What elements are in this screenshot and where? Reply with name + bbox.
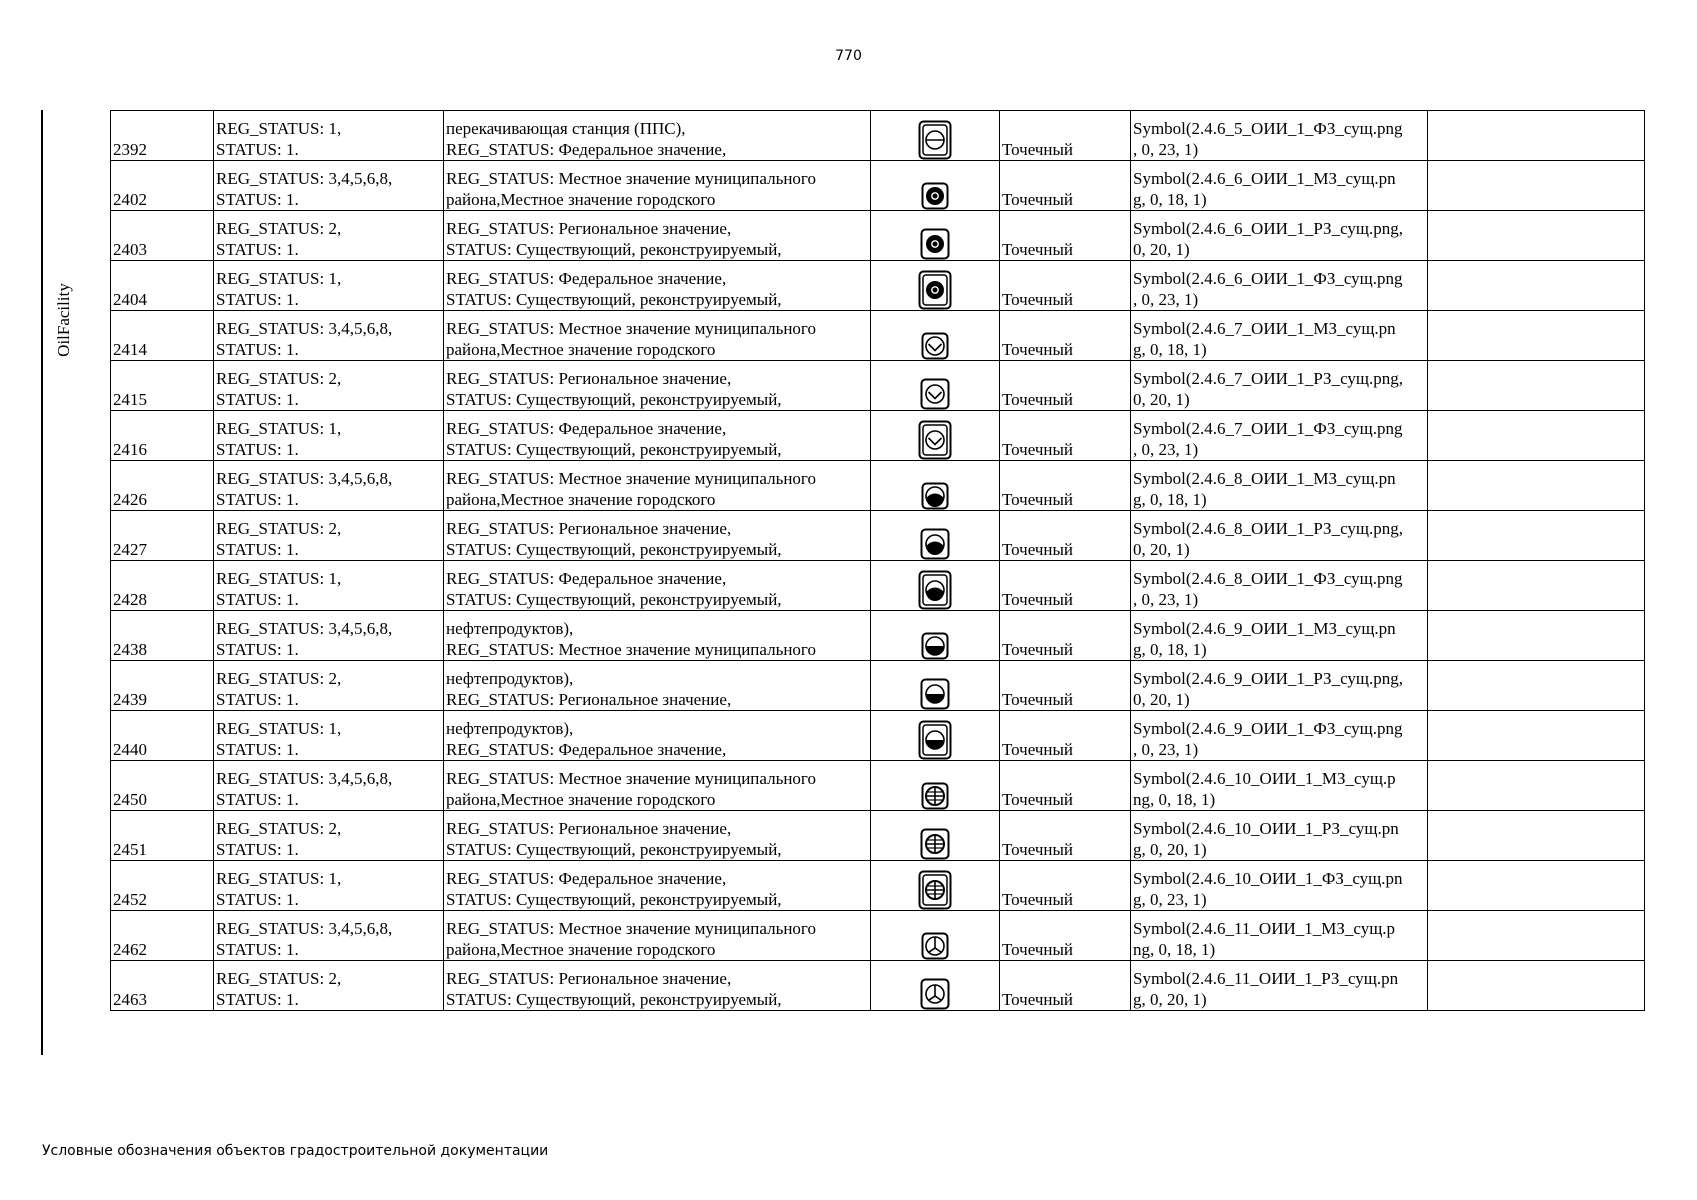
table-row xyxy=(111,811,1645,861)
description-line: REG_STATUS: Федеральное значение, xyxy=(446,140,727,159)
table-row xyxy=(111,711,1645,761)
filter-line: STATUS: 1. xyxy=(216,990,299,1009)
filter-line: STATUS: 1. xyxy=(216,840,299,859)
empty-cell xyxy=(1428,311,1645,361)
symbol-preview-cell xyxy=(871,311,1000,361)
filter-line: STATUS: 1. xyxy=(216,190,299,209)
filter-cell xyxy=(214,561,444,611)
filter-line: REG_STATUS: 2, xyxy=(216,519,342,538)
row-id-cell: 2426 xyxy=(111,461,214,511)
dome-circle-icon xyxy=(920,528,950,560)
filter-line: STATUS: 1. xyxy=(216,590,299,609)
table-row xyxy=(111,211,1645,261)
half-disc-icon xyxy=(920,678,950,710)
row-id-cell: 2416 xyxy=(111,411,214,461)
table-row xyxy=(111,861,1645,911)
empty-cell xyxy=(1428,811,1645,861)
row-id-cell: 2402 xyxy=(111,161,214,211)
row-id-cell: 2452 xyxy=(111,861,214,911)
description-cell xyxy=(444,611,871,661)
empty-cell xyxy=(1428,661,1645,711)
table-row xyxy=(111,461,1645,511)
symbol-preview-cell xyxy=(871,761,1000,811)
table-row xyxy=(111,961,1645,1011)
symbol-spec-line: , 0, 23, 1) xyxy=(1133,440,1199,459)
geometry-type-cell: Точечный xyxy=(1000,661,1131,711)
description-line: района,Местное значение городского xyxy=(446,490,716,509)
filter-line: STATUS: 1. xyxy=(216,790,299,809)
symbol-spec-cell xyxy=(1131,961,1428,1011)
filter-cell xyxy=(214,111,444,161)
geometry-type-cell: Точечный xyxy=(1000,211,1131,261)
symbol-preview-cell xyxy=(871,861,1000,911)
symbol-spec-line: ng, 0, 18, 1) xyxy=(1133,790,1216,809)
description-cell xyxy=(444,761,871,811)
filter-line: REG_STATUS: 2, xyxy=(216,669,342,688)
symbol-preview-cell xyxy=(871,661,1000,711)
description-line: STATUS: Существующий, реконструируемый, xyxy=(446,590,782,609)
peace-circle-icon xyxy=(921,932,949,960)
row-id-cell: 2392 xyxy=(111,111,214,161)
section-divider xyxy=(41,110,43,1055)
filter-line: STATUS: 1. xyxy=(216,540,299,559)
row-id-cell: 2463 xyxy=(111,961,214,1011)
geometry-type-cell: Точечный xyxy=(1000,611,1131,661)
geometry-type-cell: Точечный xyxy=(1000,461,1131,511)
filter-cell xyxy=(214,211,444,261)
symbol-spec-cell xyxy=(1131,761,1428,811)
footer-caption: Условные обозначения объектов градостроительной документации xyxy=(42,1143,549,1159)
symbol-spec-line: Symbol(2.4.6_8_ОИИ_1_МЗ_сущ.pn xyxy=(1133,469,1396,488)
description-cell xyxy=(444,361,871,411)
symbol-spec-cell xyxy=(1131,511,1428,561)
symbol-preview-cell xyxy=(871,911,1000,961)
description-cell xyxy=(444,461,871,511)
empty-cell xyxy=(1428,411,1645,461)
symbol-spec-line: Symbol(2.4.6_9_ОИИ_1_РЗ_сущ.png, xyxy=(1133,669,1403,688)
symbol-spec-line: Symbol(2.4.6_10_ОИИ_1_ФЗ_сущ.pn xyxy=(1133,869,1403,888)
symbol-spec-line: Symbol(2.4.6_6_ОИИ_1_ФЗ_сущ.png xyxy=(1133,269,1403,288)
symbol-spec-line: Symbol(2.4.6_6_ОИИ_1_РЗ_сущ.png, xyxy=(1133,219,1403,238)
table-row xyxy=(111,311,1645,361)
symbol-spec-line: g, 0, 20, 1) xyxy=(1133,840,1207,859)
geometry-type-cell: Точечный xyxy=(1000,411,1131,461)
table-row xyxy=(111,161,1645,211)
geometry-type-cell: Точечный xyxy=(1000,311,1131,361)
row-id-cell: 2427 xyxy=(111,511,214,561)
filter-line: REG_STATUS: 3,4,5,6,8, xyxy=(216,469,393,488)
empty-cell xyxy=(1428,711,1645,761)
peace-circle-icon xyxy=(920,978,950,1010)
filter-line: REG_STATUS: 3,4,5,6,8, xyxy=(216,319,393,338)
description-line: REG_STATUS: Федеральное значение, xyxy=(446,419,727,438)
half-disc-icon xyxy=(918,720,952,760)
row-id-cell: 2440 xyxy=(111,711,214,761)
symbol-spec-line: , 0, 23, 1) xyxy=(1133,290,1199,309)
grid-circle-icon xyxy=(921,782,949,810)
dome-circle-icon xyxy=(918,570,952,610)
symbol-spec-cell xyxy=(1131,611,1428,661)
grid-circle-icon xyxy=(918,870,952,910)
description-line: STATUS: Существующий, реконструируемый, xyxy=(446,290,782,309)
description-cell xyxy=(444,311,871,361)
filter-cell xyxy=(214,661,444,711)
symbol-spec-line: Symbol(2.4.6_8_ОИИ_1_ФЗ_сущ.png xyxy=(1133,569,1403,588)
geometry-type-cell: Точечный xyxy=(1000,511,1131,561)
filter-line: STATUS: 1. xyxy=(216,340,299,359)
description-line: REG_STATUS: Местное значение муниципального xyxy=(446,319,816,338)
row-id-cell: 2404 xyxy=(111,261,214,311)
description-line: REG_STATUS: Региональное значение, xyxy=(446,690,732,709)
filter-line: REG_STATUS: 1, xyxy=(216,869,342,888)
row-id-cell: 2451 xyxy=(111,811,214,861)
geometry-type-cell: Точечный xyxy=(1000,711,1131,761)
empty-cell xyxy=(1428,761,1645,811)
description-line: REG_STATUS: Региональное значение, xyxy=(446,369,732,388)
symbol-spec-line: Symbol(2.4.6_9_ОИИ_1_ФЗ_сущ.png xyxy=(1133,719,1403,738)
description-cell xyxy=(444,261,871,311)
filter-cell xyxy=(214,811,444,861)
description-cell xyxy=(444,911,871,961)
description-cell xyxy=(444,961,871,1011)
geometry-type-cell: Точечный xyxy=(1000,161,1131,211)
empty-cell xyxy=(1428,461,1645,511)
symbol-spec-line: Symbol(2.4.6_11_ОИИ_1_МЗ_сущ.p xyxy=(1133,919,1396,938)
filter-cell xyxy=(214,511,444,561)
description-line: REG_STATUS: Федеральное значение, xyxy=(446,869,727,888)
row-id-cell: 2403 xyxy=(111,211,214,261)
filter-line: STATUS: 1. xyxy=(216,240,299,259)
symbol-spec-line: Symbol(2.4.6_10_ОИИ_1_МЗ_сущ.p xyxy=(1133,769,1396,788)
filter-line: REG_STATUS: 2, xyxy=(216,369,342,388)
filter-line: REG_STATUS: 2, xyxy=(216,969,342,988)
symbol-spec-line: Symbol(2.4.6_10_ОИИ_1_РЗ_сущ.pn xyxy=(1133,819,1399,838)
empty-cell xyxy=(1428,111,1645,161)
symbol-spec-line: Symbol(2.4.6_8_ОИИ_1_РЗ_сущ.png, xyxy=(1133,519,1403,538)
symbol-spec-line: g, 0, 20, 1) xyxy=(1133,990,1207,1009)
symbol-spec-line: 0, 20, 1) xyxy=(1133,690,1190,709)
symbol-table xyxy=(110,110,1645,1011)
symbol-preview-cell xyxy=(871,711,1000,761)
row-id-cell: 2439 xyxy=(111,661,214,711)
symbol-spec-line: g, 0, 18, 1) xyxy=(1133,490,1207,509)
geometry-type-cell: Точечный xyxy=(1000,911,1131,961)
description-cell xyxy=(444,811,871,861)
symbol-preview-cell xyxy=(871,611,1000,661)
empty-cell xyxy=(1428,361,1645,411)
description-line: района,Местное значение городского xyxy=(446,790,716,809)
geometry-type-cell: Точечный xyxy=(1000,111,1131,161)
description-line: REG_STATUS: Федеральное значение, xyxy=(446,269,727,288)
description-line: района,Местное значение городского xyxy=(446,190,716,209)
description-cell xyxy=(444,711,871,761)
half-disc-icon xyxy=(921,632,949,660)
symbol-preview-cell xyxy=(871,511,1000,561)
filter-cell xyxy=(214,161,444,211)
symbol-spec-cell xyxy=(1131,411,1428,461)
filter-cell xyxy=(214,761,444,811)
symbol-spec-line: Symbol(2.4.6_7_ОИИ_1_ФЗ_сущ.png xyxy=(1133,419,1403,438)
description-cell xyxy=(444,661,871,711)
row-id-cell: 2450 xyxy=(111,761,214,811)
description-line: REG_STATUS: Местное значение муниципального xyxy=(446,169,816,188)
symbol-spec-line: , 0, 23, 1) xyxy=(1133,140,1199,159)
wave-circle-icon xyxy=(918,420,952,460)
symbol-preview-cell xyxy=(871,161,1000,211)
filter-line: STATUS: 1. xyxy=(216,640,299,659)
symbol-spec-cell xyxy=(1131,211,1428,261)
description-cell xyxy=(444,211,871,261)
empty-cell xyxy=(1428,211,1645,261)
page-number: 770 xyxy=(835,48,862,64)
row-id-cell: 2414 xyxy=(111,311,214,361)
symbol-preview-cell xyxy=(871,261,1000,311)
geometry-type-cell: Точечный xyxy=(1000,811,1131,861)
symbol-spec-line: Symbol(2.4.6_7_ОИИ_1_РЗ_сущ.png, xyxy=(1133,369,1403,388)
symbol-preview-cell xyxy=(871,961,1000,1011)
filter-line: REG_STATUS: 1, xyxy=(216,269,342,288)
symbol-spec-line: 0, 20, 1) xyxy=(1133,390,1190,409)
symbol-spec-line: Symbol(2.4.6_7_ОИИ_1_МЗ_сущ.pn xyxy=(1133,319,1396,338)
symbol-preview-cell xyxy=(871,411,1000,461)
description-cell xyxy=(444,411,871,461)
filter-line: REG_STATUS: 1, xyxy=(216,569,342,588)
row-id-cell: 2428 xyxy=(111,561,214,611)
filter-line: STATUS: 1. xyxy=(216,140,299,159)
table-row xyxy=(111,761,1645,811)
geometry-type-cell: Точечный xyxy=(1000,361,1131,411)
filter-line: REG_STATUS: 3,4,5,6,8, xyxy=(216,169,393,188)
description-line: REG_STATUS: Региональное значение, xyxy=(446,819,732,838)
description-line: REG_STATUS: Местное значение муниципального xyxy=(446,640,816,659)
description-line: REG_STATUS: Местное значение муниципального xyxy=(446,919,816,938)
empty-cell xyxy=(1428,861,1645,911)
filter-line: STATUS: 1. xyxy=(216,690,299,709)
table-row xyxy=(111,561,1645,611)
description-cell xyxy=(444,511,871,561)
filter-line: STATUS: 1. xyxy=(216,890,299,909)
empty-cell xyxy=(1428,911,1645,961)
symbol-spec-line: Symbol(2.4.6_6_ОИИ_1_МЗ_сущ.pn xyxy=(1133,169,1396,188)
filter-cell xyxy=(214,711,444,761)
table-row xyxy=(111,361,1645,411)
filter-line: REG_STATUS: 1, xyxy=(216,419,342,438)
filter-line: STATUS: 1. xyxy=(216,390,299,409)
symbol-spec-line: g, 0, 18, 1) xyxy=(1133,190,1207,209)
grid-circle-icon xyxy=(920,828,950,860)
wave-circle-icon xyxy=(920,378,950,410)
table-row xyxy=(111,911,1645,961)
filter-line: STATUS: 1. xyxy=(216,440,299,459)
symbol-spec-cell xyxy=(1131,661,1428,711)
filter-line: REG_STATUS: 3,4,5,6,8, xyxy=(216,919,393,938)
empty-cell xyxy=(1428,261,1645,311)
description-line: STATUS: Существующий, реконструируемый, xyxy=(446,440,782,459)
description-line: нефтепродуктов), xyxy=(446,669,574,688)
description-line: STATUS: Существующий, реконструируемый, xyxy=(446,990,782,1009)
description-line: STATUS: Существующий, реконструируемый, xyxy=(446,390,782,409)
table-row xyxy=(111,511,1645,561)
symbol-spec-cell xyxy=(1131,361,1428,411)
symbol-spec-cell xyxy=(1131,161,1428,211)
description-line: REG_STATUS: Федеральное значение, xyxy=(446,740,727,759)
filter-cell xyxy=(214,461,444,511)
table-row xyxy=(111,411,1645,461)
description-cell xyxy=(444,111,871,161)
symbol-preview-cell xyxy=(871,811,1000,861)
symbol-table-body xyxy=(111,111,1645,1011)
geometry-type-cell: Точечный xyxy=(1000,761,1131,811)
dome-circle-icon xyxy=(921,482,949,510)
symbol-spec-line: 0, 20, 1) xyxy=(1133,540,1190,559)
description-line: STATUS: Существующий, реконструируемый, xyxy=(446,240,782,259)
filter-cell xyxy=(214,411,444,461)
empty-cell xyxy=(1428,511,1645,561)
filter-line: REG_STATUS: 3,4,5,6,8, xyxy=(216,619,393,638)
description-line: перекачивающая станция (ППС), xyxy=(446,119,686,138)
row-id-cell: 2462 xyxy=(111,911,214,961)
symbol-preview-cell xyxy=(871,211,1000,261)
symbol-spec-cell xyxy=(1131,461,1428,511)
row-id-cell: 2415 xyxy=(111,361,214,411)
filter-cell xyxy=(214,261,444,311)
symbol-spec-line: 0, 20, 1) xyxy=(1133,240,1190,259)
wave-circle-icon xyxy=(921,332,949,360)
symbol-spec-line: g, 0, 23, 1) xyxy=(1133,890,1207,909)
symbol-spec-cell xyxy=(1131,561,1428,611)
filter-cell xyxy=(214,861,444,911)
filter-line: REG_STATUS: 2, xyxy=(216,219,342,238)
symbol-spec-cell xyxy=(1131,861,1428,911)
description-line: нефтепродуктов), xyxy=(446,619,574,638)
symbol-spec-line: Symbol(2.4.6_11_ОИИ_1_РЗ_сущ.pn xyxy=(1133,969,1399,988)
filter-line: STATUS: 1. xyxy=(216,740,299,759)
description-line: REG_STATUS: Местное значение муниципального xyxy=(446,769,816,788)
symbol-spec-cell xyxy=(1131,811,1428,861)
symbol-spec-line: , 0, 23, 1) xyxy=(1133,590,1199,609)
table-row xyxy=(111,111,1645,161)
symbol-spec-cell xyxy=(1131,261,1428,311)
table-row xyxy=(111,261,1645,311)
symbol-preview-cell xyxy=(871,561,1000,611)
empty-cell xyxy=(1428,961,1645,1011)
filter-line: STATUS: 1. xyxy=(216,490,299,509)
description-line: REG_STATUS: Местное значение муниципального xyxy=(446,469,816,488)
filter-cell xyxy=(214,611,444,661)
empty-cell xyxy=(1428,561,1645,611)
table-row xyxy=(111,661,1645,711)
filter-line: STATUS: 1. xyxy=(216,940,299,959)
filter-cell xyxy=(214,911,444,961)
description-cell xyxy=(444,561,871,611)
description-line: REG_STATUS: Региональное значение, xyxy=(446,219,732,238)
description-cell xyxy=(444,861,871,911)
dot-disc-icon xyxy=(918,270,952,310)
description-line: STATUS: Существующий, реконструируемый, xyxy=(446,540,782,559)
description-line: REG_STATUS: Региональное значение, xyxy=(446,519,732,538)
geometry-type-cell: Точечный xyxy=(1000,561,1131,611)
filter-line: STATUS: 1. xyxy=(216,290,299,309)
dot-disc-icon xyxy=(920,228,950,260)
symbol-spec-line: ng, 0, 18, 1) xyxy=(1133,940,1216,959)
geometry-type-cell: Точечный xyxy=(1000,861,1131,911)
filter-cell xyxy=(214,361,444,411)
filter-line: REG_STATUS: 1, xyxy=(216,119,342,138)
filter-line: REG_STATUS: 1, xyxy=(216,719,342,738)
symbol-spec-cell xyxy=(1131,111,1428,161)
theta-circle-icon xyxy=(918,120,952,160)
symbol-spec-cell xyxy=(1131,311,1428,361)
description-line: нефтепродуктов), xyxy=(446,719,574,738)
symbol-spec-cell xyxy=(1131,711,1428,761)
dot-disc-icon xyxy=(921,182,949,210)
section-label: OilFacility xyxy=(54,283,73,357)
symbol-preview-cell xyxy=(871,461,1000,511)
description-line: района,Местное значение городского xyxy=(446,940,716,959)
filter-line: REG_STATUS: 3,4,5,6,8, xyxy=(216,769,393,788)
geometry-type-cell: Точечный xyxy=(1000,961,1131,1011)
row-id-cell: 2438 xyxy=(111,611,214,661)
symbol-spec-line: g, 0, 18, 1) xyxy=(1133,640,1207,659)
table-row xyxy=(111,611,1645,661)
filter-cell xyxy=(214,961,444,1011)
symbol-spec-line: , 0, 23, 1) xyxy=(1133,740,1199,759)
symbol-preview-cell xyxy=(871,361,1000,411)
empty-cell xyxy=(1428,611,1645,661)
empty-cell xyxy=(1428,161,1645,211)
description-line: REG_STATUS: Федеральное значение, xyxy=(446,569,727,588)
symbol-spec-cell xyxy=(1131,911,1428,961)
filter-cell xyxy=(214,311,444,361)
description-cell xyxy=(444,161,871,211)
symbol-spec-line: g, 0, 18, 1) xyxy=(1133,340,1207,359)
filter-line: REG_STATUS: 2, xyxy=(216,819,342,838)
symbol-spec-line: Symbol(2.4.6_9_ОИИ_1_МЗ_сущ.pn xyxy=(1133,619,1396,638)
description-line: STATUS: Существующий, реконструируемый, xyxy=(446,840,782,859)
geometry-type-cell: Точечный xyxy=(1000,261,1131,311)
description-line: STATUS: Существующий, реконструируемый, xyxy=(446,890,782,909)
description-line: района,Местное значение городского xyxy=(446,340,716,359)
symbol-spec-line: Symbol(2.4.6_5_ОИИ_1_ФЗ_сущ.png xyxy=(1133,119,1403,138)
symbol-preview-cell xyxy=(871,111,1000,161)
description-line: REG_STATUS: Региональное значение, xyxy=(446,969,732,988)
